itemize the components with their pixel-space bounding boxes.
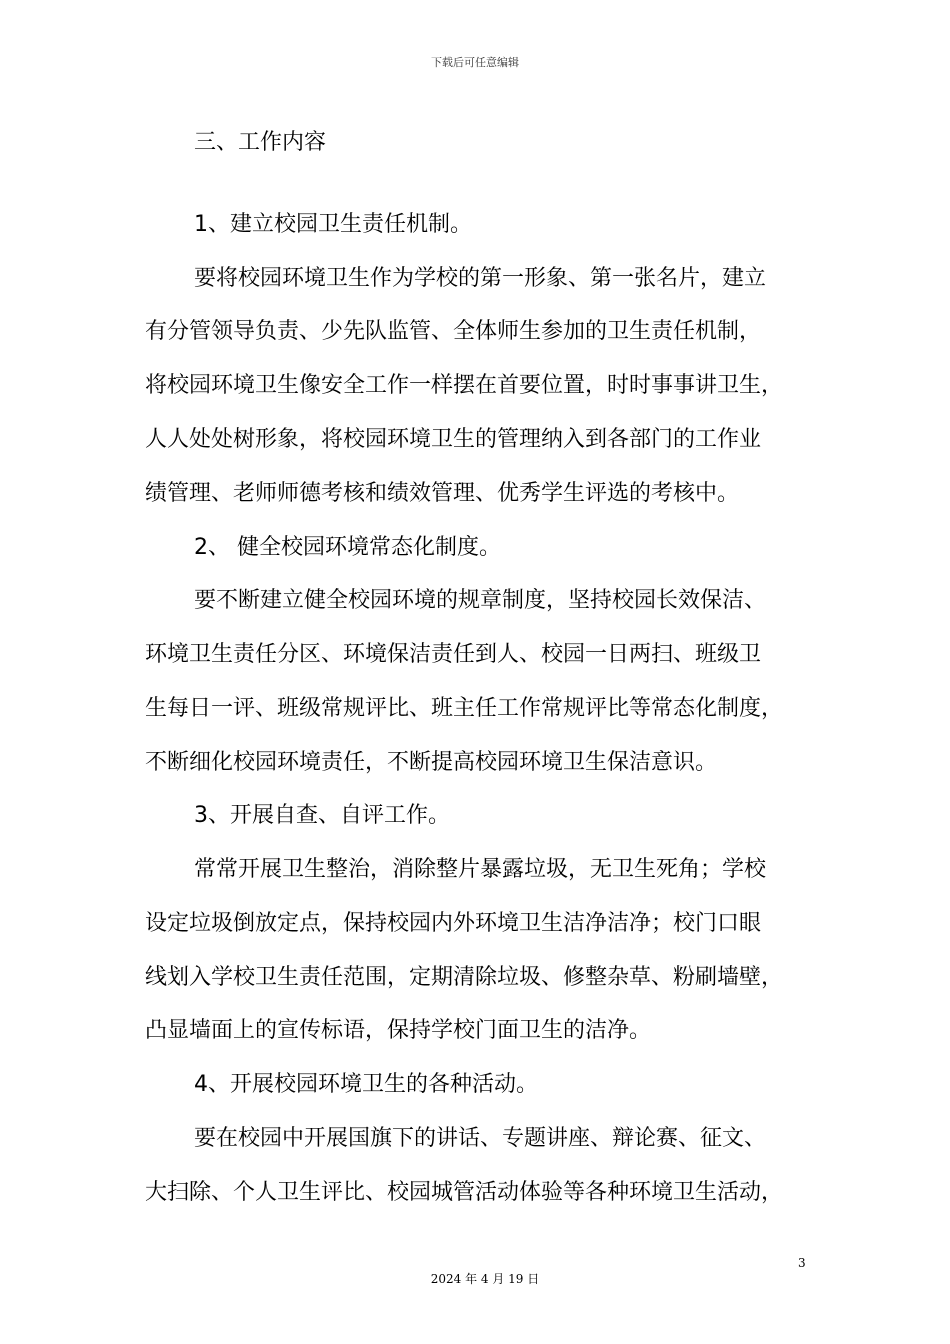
- paragraph-line: 要在校园中开展国旗下的讲话、专题讲座、辩论赛、征文、: [194, 1126, 767, 1151]
- item-4-heading: 4、开展校园环境卫生的各种活动。: [194, 1072, 538, 1097]
- paragraph-line: 不断细化校园环境责任，不断提高校园环境卫生保洁意识。: [145, 750, 718, 775]
- page-number: 3: [798, 1256, 806, 1270]
- section-title: 三、工作内容: [194, 130, 327, 155]
- paragraph-line: 要将校园环境卫生作为学校的第一形象、第一张名片，建立: [194, 266, 767, 291]
- item-2-heading: 2、 健全校园环境常态化制度。: [194, 535, 501, 560]
- paragraph-line: 凸显墙面上的宣传标语，保持学校门面卫生的洁净。: [145, 1018, 652, 1043]
- paragraph-line: 设定垃圾倒放定点，保持校园内外环境卫生洁净洁净；校门口眼: [145, 911, 762, 936]
- paragraph-line: 绩管理、老师师德考核和绩效管理、优秀学生评选的考核中。: [145, 481, 740, 506]
- item-3-heading: 3、开展自查、自评工作。: [194, 803, 450, 828]
- paragraph-line: 环境卫生责任分区、环境保洁责任到人、校园一日两扫、班级卫: [145, 642, 762, 667]
- page-header: 下载后可任意编辑: [431, 56, 519, 69]
- paragraph-line: 常常开展卫生整治，消除整片暴露垃圾，无卫生死角；学校: [194, 857, 767, 882]
- paragraph-line: 大扫除、个人卫生评比、校园城管活动体验等各种环境卫生活动，: [145, 1180, 784, 1205]
- paragraph-line: 线划入学校卫生责任范围，定期清除垃圾、修整杂草、粉刷墙壁，: [145, 965, 784, 990]
- paragraph-line: 将校园环境卫生像安全工作一样摆在首要位置，时时事事讲卫生，: [145, 373, 784, 398]
- paragraph-line: 人人处处树形象，将校园环境卫生的管理纳入到各部门的工作业: [145, 427, 762, 452]
- item-1-heading: 1、建立校园卫生责任机制。: [194, 212, 472, 237]
- paragraph-line: 要不断建立健全校园环境的规章制度，坚持校园长效保洁、: [194, 588, 767, 613]
- paragraph-line: 有分管领导负责、少先队监管、全体师生参加的卫生责任机制，: [145, 319, 762, 344]
- footer-date: 2024 年 4 月 19 日: [430, 1272, 540, 1286]
- paragraph-line: 生每日一评、班级常规评比、班主任工作常规评比等常态化制度，: [145, 696, 784, 721]
